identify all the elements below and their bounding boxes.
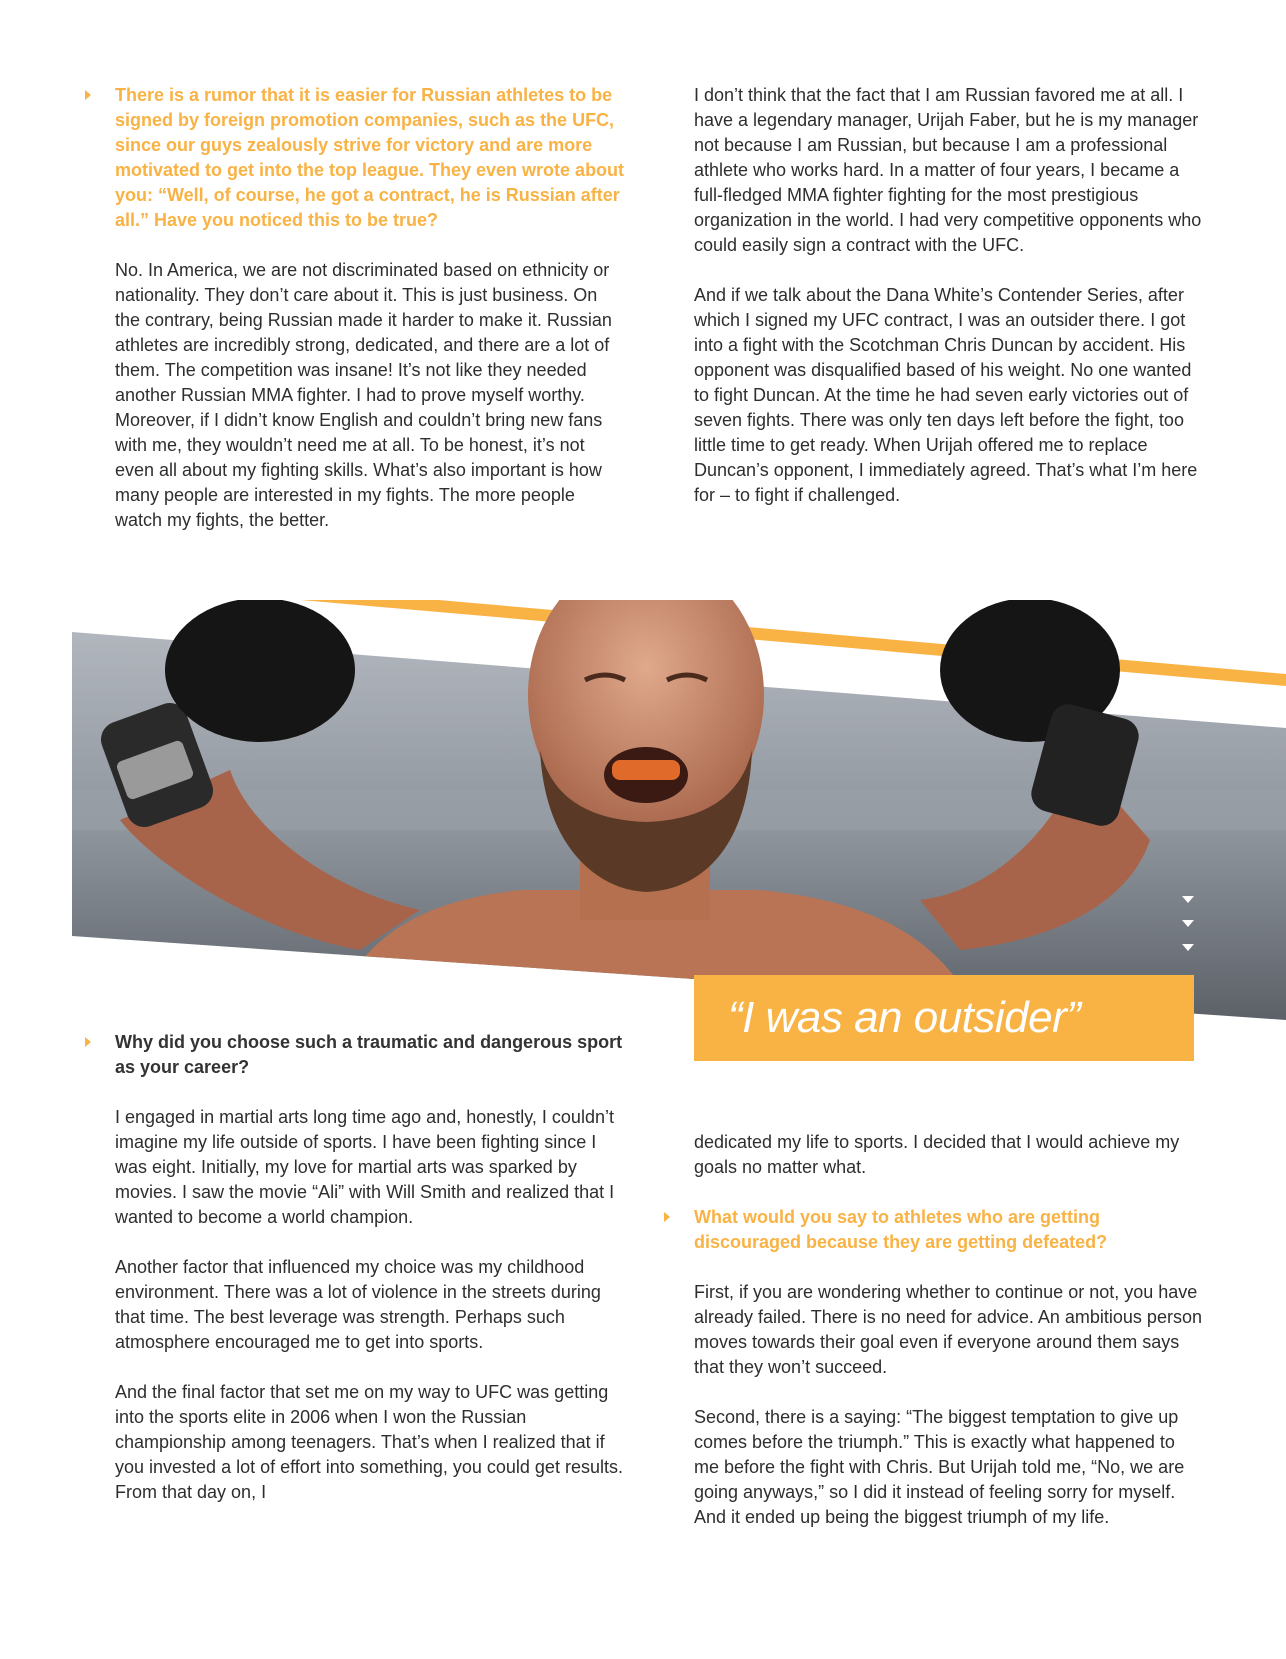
chevron-down-icon <box>1182 944 1194 951</box>
answer-paragraph: No. In America, we are not discriminated based on ethnicity or nationality. They don’t care about it. This is just business. On the contrary, being Russian made it harder to make it. Russian athletes are incredibly strong, dedicated, and there are a lot of them. The competition was insane! It’s not like they needed another Russian MMA fighter. I had to prove myself worthy. Moreover, if I didn’t know English and couldn’t bring new fans with me, they wouldn’t need me at all. To be honest, it’s not even all about my fighting skills. What’s also important is how many people are interested in my fights. The more people watch my fights, the better. <box>115 260 612 530</box>
answer-paragraph: And if we talk about the Dana White’s Contender Series, after which I signed my UFC contract, I was an outsider there. I got into a fight with the Scotchman Chris Duncan by accident. His opponent was disqualified based of his weight. No one wanted to fight Duncan. At the time he had seven early victories out of seven fights. There was only ten days left before the fight, too little time to get ready. When Urijah offered me to replace Duncan’s opponent, I immediately agreed. That’s what I’m here for – to fight if challenged. <box>694 285 1198 505</box>
pull-quote: “I was an outsider” <box>694 975 1194 1061</box>
question-text: Why did you choose such a traumatic and dangerous sport as your career? <box>115 1032 623 1077</box>
question-text: There is a rumor that it is easier for Russian athletes to be signed by foreign promotion companies, such as the UFC, since our guys zealously strive for victory and are more motivated to get into the top league. They even wrote about you: “Well, of course, he got a contract, he is Russian after all.” Have you noticed this to be true? <box>115 85 625 230</box>
question-heading-3 <box>694 1205 1204 1255</box>
answer-paragraph: dedicated my life to sports. I decided that I would achieve my goals no matter what. <box>694 1132 1180 1177</box>
question-text: What would you say to athletes who are getting discouraged because they are getting defeated? <box>694 1207 1108 1252</box>
answer-paragraph: I don’t think that the fact that I am Russian favored me at all. I have a legendary manager, Urijah Faber, but he is my manager not because I am Russian, but because I am a professional athlete who works hard. In a matter of four years, I became a full-fledged MMA fighter fighting for the most prestigious organization in the world. I had very competitive opponents who could easily sign a contract with the UFC. <box>694 85 1202 255</box>
answer-paragraph: First, if you are wondering whether to continue or not, you have already failed. There is no need for advice. An ambitious person moves towards their goal even if everyone around them says that they won’t succeed. <box>694 1282 1202 1377</box>
answer-paragraph: I engaged in martial arts long time ago and, honestly, I couldn’t imagine my life outside of sports. I have been fighting since I was eight. Initially, my love for martial arts was sparked by movies. I saw the movie “Ali” with Will Smith and realized that I wanted to become a world champion. <box>115 1107 615 1227</box>
column-1 <box>115 83 625 533</box>
question-heading-2 <box>115 1030 625 1080</box>
question-heading-1 <box>115 83 625 233</box>
column-2 <box>694 83 1204 508</box>
answer-paragraph: And the final factor that set me on my way to UFC was getting into the sports elite in 2006 when I won the Russian championship among teenagers. That’s when I realized that if you invested a lot of effort into something, you could get results. From that day on, I <box>115 1382 623 1502</box>
column-4 <box>694 1130 1204 1530</box>
chevron-down-icon <box>1182 896 1194 903</box>
answer-paragraph: Second, there is a saying: “The biggest temptation to give up comes before the triumph.” This is exactly what happened to me before the fight with Chris. But Urijah told me, “No, we are going anyways,” so I did it instead of feeling sorry for myself. And it ended up being the biggest triumph of my life. <box>694 1407 1185 1527</box>
triangle-bullet-icon <box>664 1212 670 1222</box>
answer-paragraph: Another factor that influenced my choice was my childhood environment. There was a lot of violence in the streets during that time. The best leverage was strength. Perhaps such atmosphere encouraged me to get into sports. <box>115 1257 601 1352</box>
triangle-bullet-icon <box>85 90 91 100</box>
triangle-bullet-icon <box>85 1037 91 1047</box>
chevron-down-icon <box>1182 920 1194 927</box>
fighter-photo <box>0 600 1286 1020</box>
column-3 <box>115 1030 625 1505</box>
